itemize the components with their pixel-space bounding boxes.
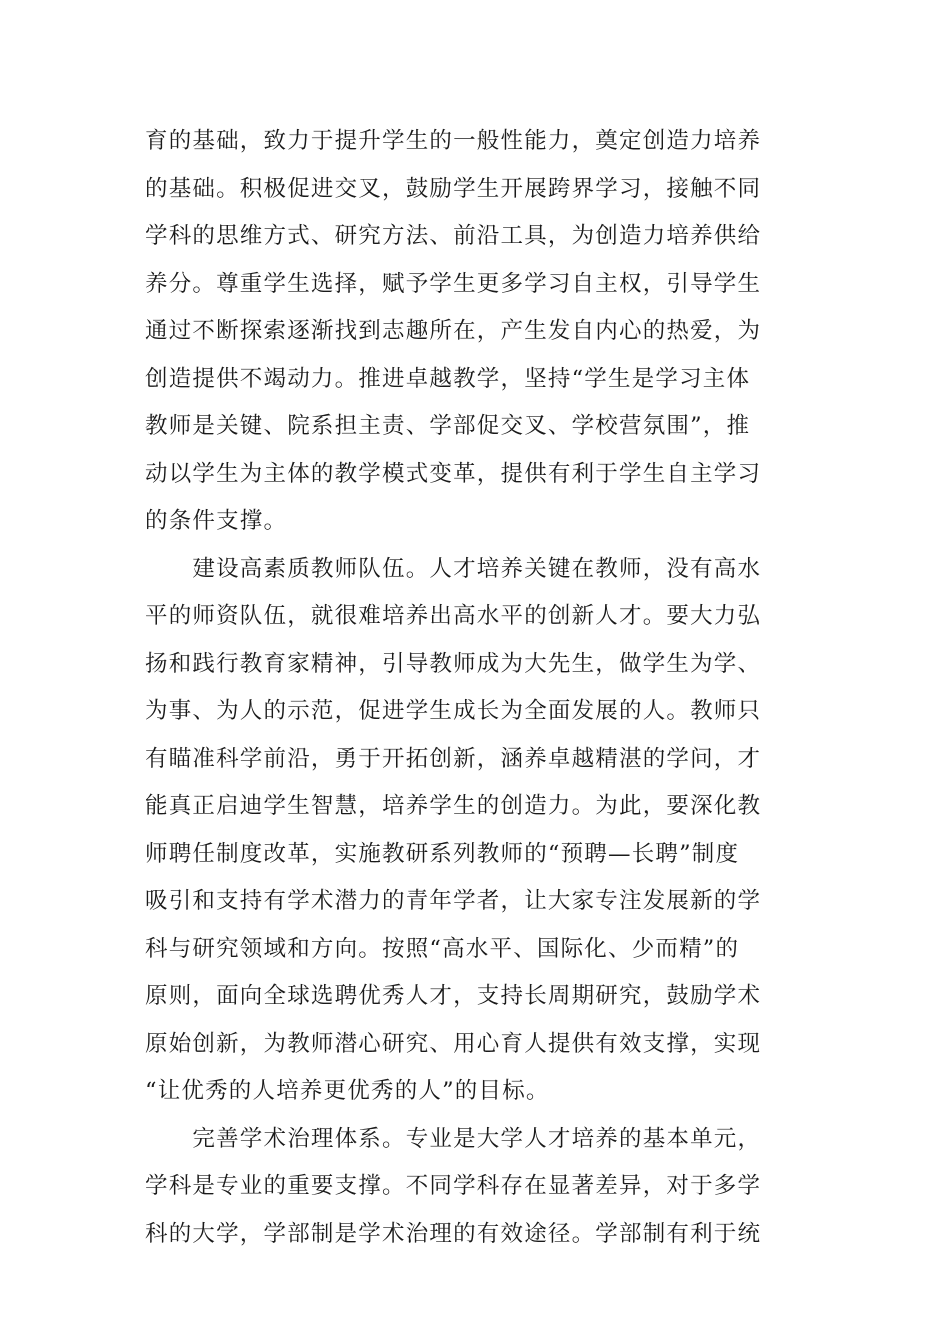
text-line: 学科的思维方式、研究方法、前沿工具，为创造力培养供给 [145, 223, 762, 249]
text-line: 原始创新，为教师潜心研究、用心育人提供有效支撑，实现 [145, 1030, 762, 1057]
text-line: 为事、为人的示范，促进学生成长为全面发展的人。教师只 [145, 698, 762, 724]
paragraph-2 [145, 546, 810, 1116]
text-line: 科的大学，学部制是学术治理的有效途径。学部制有利于统 [145, 1220, 762, 1247]
text-line: 建设高素质教师队伍。人才培养关键在教师，没有高水 [145, 555, 762, 582]
text-line: 的条件支撑。 [145, 508, 288, 534]
document-body [145, 118, 810, 1258]
text-line: 教师是关键、院系担主责、学部促交叉、学校营氛围”，推 [145, 413, 751, 439]
text-line: 的基础。积极促进交叉，鼓励学生开展跨界学习，接触不同 [145, 175, 762, 202]
text-line: “让优秀的人培养更优秀的人”的目标。 [145, 1078, 550, 1104]
text-line: 能真正启迪学生智慧，培养学生的创造力。为此，要深化教 [145, 793, 762, 819]
text-line: 平的师资队伍，就很难培养出高水平的创新人才。要大力弘 [145, 603, 762, 629]
paragraph-1 [145, 118, 810, 546]
text-line: 完善学术治理体系。专业是大学人才培养的基本单元， [145, 1125, 762, 1152]
text-line: 育的基础，致力于提升学生的一般性能力，奠定创造力培养 [145, 128, 762, 154]
text-line: 科与研究领域和方向。按照“高水平、国际化、少而精”的 [145, 935, 740, 962]
text-line: 创造提供不竭动力。推进卓越教学，坚持“学生是学习主体 [145, 365, 751, 392]
text-line: 养分。尊重学生选择，赋予学生更多学习自主权，引导学生 [145, 270, 762, 297]
text-line: 学科是专业的重要支撑。不同学科存在显著差异，对于多学 [145, 1173, 762, 1199]
text-line: 扬和践行教育家精神，引导教师成为大先生，做学生为学、 [145, 650, 762, 677]
text-line: 师聘任制度改革，实施教研系列教师的“预聘—长聘”制度 [145, 840, 740, 867]
text-line: 原则，面向全球选聘优秀人才，支持长周期研究，鼓励学术 [145, 983, 762, 1009]
text-line: 吸引和支持有学术潜力的青年学者，让大家专注发展新的学 [145, 888, 762, 914]
text-line: 通过不断探索逐渐找到志趣所在，产生发自内心的热爱，为 [145, 318, 762, 344]
paragraph-3 [145, 1116, 810, 1259]
text-line: 动以学生为主体的教学模式变革，提供有利于学生自主学习 [145, 460, 762, 487]
text-line: 有瞄准科学前沿，勇于开拓创新，涵养卓越精湛的学问，才 [145, 745, 762, 772]
